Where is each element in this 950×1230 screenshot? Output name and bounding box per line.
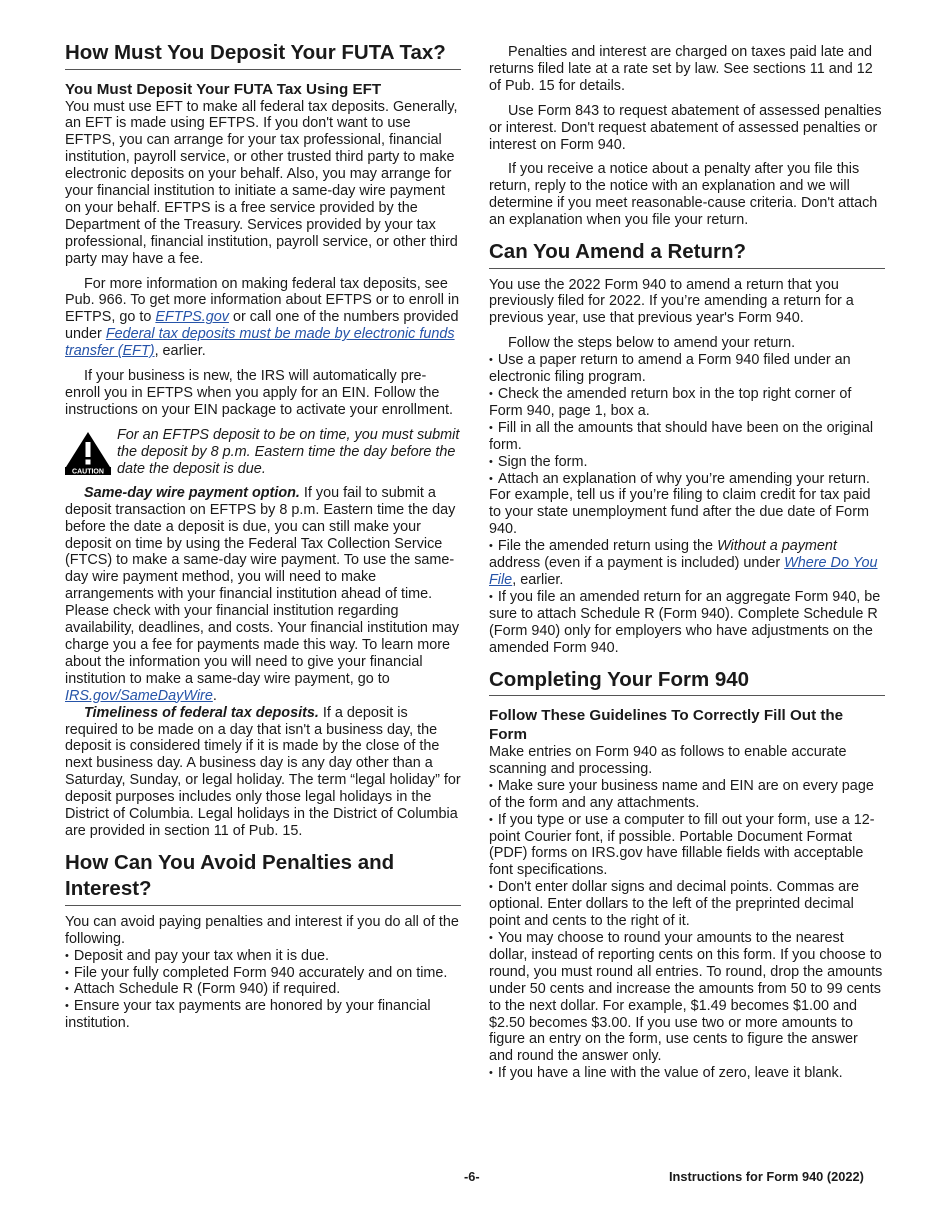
paragraph-steps: Follow the steps below to amend your return.: [508, 335, 796, 352]
heading-amend-return: Can You Amend a Return?: [489, 239, 885, 269]
caution-text: For an EFTPS deposit to be on time, you must submit the deposit by 8 p.m. Eastern time the day before the date the deposit is due.: [117, 426, 460, 477]
heading-avoid-penalties: How Can You Avoid Penalties and Interest?: [65, 850, 461, 906]
list-item: • Attach an explanation of why you’re amending your return. For example, tell us if you’re filing to claim credit for tax paid to your state unemployment fund after the due date of Form 940.: [489, 470, 871, 538]
page-number: -6-: [464, 1169, 480, 1184]
caution-icon: [65, 431, 111, 475]
footer-document-title: Instructions for Form 940 (2022): [669, 1169, 864, 1184]
paragraph-same-day-wire: Same-day wire payment option. If you fail to submit a deposit transaction on EFTPS by 8 p.m. Eastern time the day before the date a deposit is due, you can still make your deposit on time by using the Federal Tax Collection Service (FTCS) to make a same-day wire payment. To use the same-day wire payment method, you will need to make arrangements with your financial institution ahead of time. Please check with your financial institution regarding availability, deadlines, and costs. Your financial institution may charge you a fee for payments made this way. To learn more about the information you will need to give your financial institution to make a same-day wire payment, go to IRS.gov/SameDayWire.: [65, 484, 460, 704]
paragraph-timeliness: Timeliness of federal tax deposits. If a deposit is required to be made on a day that isn't a business day, the deposit is considered timely if it is made by the close of the next business day. A business day is any day other than a Saturday, Sunday, or legal holiday. The term “legal holiday” for deposit purposes includes only those legal holidays in the District of Columbia. Legal holidays in the District of Columbia are provided in section 11 of Pub. 15.: [65, 704, 461, 839]
list-item: • Attach Schedule R (Form 940) if required.: [65, 981, 341, 998]
list-item: • If you have a line with the value of zero, leave it blank.: [489, 1065, 843, 1082]
subheading-guidelines: Follow These Guidelines To Correctly Fill Out the Form: [489, 707, 844, 743]
list-item: • Use a paper return to amend a Form 940 filed under an electronic filing program.: [489, 352, 851, 386]
link-where-do-you-file[interactable]: Where Do You File: [489, 555, 878, 588]
paragraph-more-info: For more information on making federal tax deposits, see Pub. 966. To get more information about EFTPS or to enroll in EFTPS, go to EFTPS.gov or call one of the numbers provided under Federal tax deposits must be made by electronic funds transfer (EFT), earlier.: [65, 275, 460, 360]
caution-box: [65, 427, 461, 479]
list-item: • If you file an amended return for an aggregate Form 940, be sure to attach Schedule R (Form 940). Complete Schedule R (Form 940) only for employers who have adjustments on the amended Form 940.: [489, 588, 881, 656]
list-item: • File the amended return using the Without a payment address (even if a payment is included) under Where Do You File, earlier.: [489, 538, 878, 588]
list-item: • If you type or use a computer to fill out your form, use a 12-point Courier font, if possible. Portable Document Format (PDF) forms on IRS.gov have fillable fields with acceptable font specifications.: [489, 811, 875, 879]
list-item: • File your fully completed Form 940 accurately and on time.: [65, 964, 448, 981]
right-column: [489, 44, 885, 1082]
paragraph-penalty-notice: If you receive a notice about a penalty after you file this return, reply to the notice with an explanation and we will determine if you meet reasonable-cause criteria. Don't attach an explanation when you file your return.: [489, 161, 878, 229]
paragraph-amend: You use the 2022 Form 940 to amend a return that you previously filed for 2022. If you’re amending a return for a previous year, use that previous year's Form 940.: [489, 276, 854, 327]
heading-completing-form: Completing Your Form 940: [489, 667, 885, 697]
link-eft-deposits[interactable]: Federal tax deposits must be made by electronic funds transfer (EFT): [65, 326, 455, 360]
guidelines-bullet-list: [489, 778, 885, 1082]
list-item: • Fill in all the amounts that should have been on the original form.: [489, 419, 874, 453]
paragraph-penalties-rate: Penalties and interest are charged on taxes paid late and returns filed late at a rate set by law. See sections 11 and 12 of Pub. 15 for details.: [489, 44, 873, 94]
list-item: • Sign the form.: [489, 453, 588, 470]
list-item: • Deposit and pay your tax when it is due.: [65, 947, 330, 964]
list-item: • Ensure your tax payments are honored by your financial institution.: [65, 998, 431, 1032]
amend-bullet-list: [489, 352, 885, 656]
paragraph-entries: Make entries on Form 940 as follows to enable accurate scanning and processing.: [489, 744, 847, 777]
left-column: [65, 40, 461, 1032]
heading-deposit-futa: How Must You Deposit Your FUTA Tax?: [65, 40, 461, 70]
list-item: • Check the amended return box in the top right corner of Form 940, page 1, box a.: [489, 386, 852, 419]
paragraph-eft: You must use EFT to make all federal tax deposits. Generally, an EFT is made using EFTPS. If you don't want to use EFTPS, you can arrange for your tax professional, financial institution, payroll service, or other trusted third party to make electronic deposits on your behalf. Also, you may arrange for your financial institution to initiate a same-day wire payment on your behalf. EFTPS is a free service provided by the Department of the Treasury. Services provided by your tax professional, financial institution, payroll service, or other third party may have a fee.: [65, 98, 458, 267]
caution-label: CAUTION: [72, 468, 104, 475]
list-item: • Don't enter dollar signs and decimal points. Commas are optional. Enter dollars to the left of the preprinted decimal point and cents to the right of it.: [489, 879, 859, 930]
paragraph-form-843: Use Form 843 to request abatement of assessed penalties or interest. Don't request abatement of assessed penalties or interest on Form 940.: [489, 102, 882, 153]
avoid-bullet-list: [65, 948, 461, 1033]
link-same-day-wire[interactable]: IRS.gov/SameDayWire: [65, 687, 213, 704]
paragraph-new-business: If your business is new, the IRS will automatically pre-enroll you in EFTPS when you apply for an EIN. Follow the instructions on your EIN package to activate your enrollment.: [65, 368, 453, 418]
paragraph-avoid: You can avoid paying penalties and interest if you do all of the following.: [65, 913, 459, 947]
link-eftps[interactable]: EFTPS.gov: [155, 309, 229, 326]
subheading-eft: You Must Deposit Your FUTA Tax Using EFT: [65, 80, 382, 98]
list-item: • You may choose to round your amounts to the nearest dollar, instead of reporting cents on this form. If you choose to round, you must round all entries. To round, drop the amounts under 50 cents and increase the amounts from 50 to 99 cents to the next dollar. For example, $1.49 becomes $1.00 and $2.50 becomes $3.00. If you use two or more amounts to figure an entry on the form, use cents to figure the answer and round the answer only.: [489, 929, 883, 1065]
list-item: • Make sure your business name and EIN are on every page of the form and any attachments.: [489, 777, 874, 811]
